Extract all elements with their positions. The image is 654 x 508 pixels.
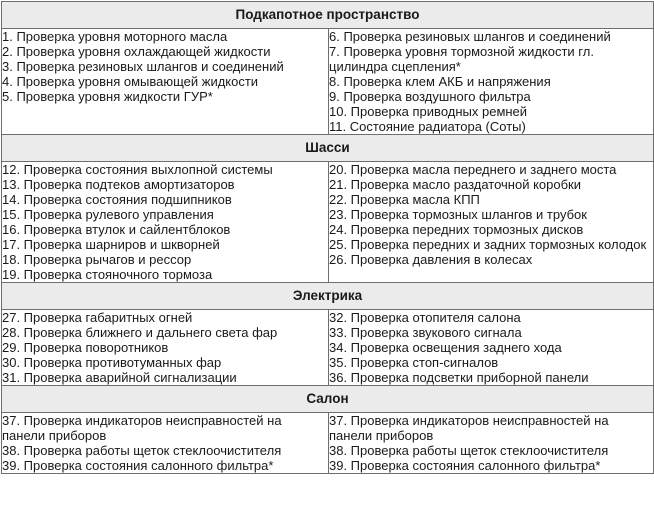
chassis-right-list [329,162,653,267]
checklist-item: 13. Проверка подтеков амортизаторов [2,177,235,192]
engine-bay-section-title: Подкапотное пространство [2,2,654,29]
checklist-item: 3. Проверка резиновых шлангов и соединений [2,59,284,74]
checklist-item: 7. Проверка уровня тормозной жидкости гл. цилиндра сцепления* [329,44,594,74]
checklist-item: 19. Проверка стояночного тормоза [2,267,213,282]
checklist-item: 26. Проверка давления в колесах [329,252,533,267]
interior-right-list [329,413,653,473]
chassis-section-title: Шасси [2,135,654,162]
interior-header-row [2,386,654,413]
checklist-item: 17. Проверка шарниров и шкворней [2,237,220,252]
engine-bay-header-row [2,2,654,29]
checklist-item: 23. Проверка тормозных шлангов и трубок [329,207,587,222]
interior-left-list [2,413,328,473]
electrics-left-column [2,310,329,386]
checklist-item: 31. Проверка аварийной сигнализации [2,370,237,385]
electrics-header-row [2,283,654,310]
checklist-item: 22. Проверка масла КПП [329,192,480,207]
electrics-section-title: Электрика [2,283,654,310]
checklist-item: 21. Проверка масло раздаточной коробки [329,177,582,192]
electrics-right-list [329,310,653,385]
electrics-items-row [2,310,654,386]
chassis-right-column [329,162,654,283]
electrics-left-list [2,310,328,385]
inspection-checklist-table [1,1,654,474]
checklist-item: 39. Проверка состояния салонного фильтра* [329,458,601,473]
checklist-item: 39. Проверка состояния салонного фильтра* [2,458,274,473]
checklist-item: 4. Проверка уровня омывающей жидкости [2,74,259,89]
checklist-item: 20. Проверка масла переднего и заднего моста [329,162,617,177]
checklist-item: 14. Проверка состояния подшипников [2,192,232,207]
checklist-item: 34. Проверка освещения заднего хода [329,340,562,355]
checklist-item: 33. Проверка звукового сигнала [329,325,522,340]
interior-left-column [2,413,329,474]
checklist-item: 32. Проверка отопителя салона [329,310,521,325]
checklist-item: 38. Проверка работы щеток стеклоочистителя [2,443,282,458]
checklist-item: 16. Проверка втулок и сайлентблоков [2,222,231,237]
engine-bay-right-list [329,29,653,134]
checklist-item: 35. Проверка стоп-сигналов [329,355,499,370]
checklist-item: 28. Проверка ближнего и дальнего света фар [2,325,278,340]
checklist-item: 25. Проверка передних и задних тормозных колодок [329,237,647,252]
interior-items-row [2,413,654,474]
electrics-right-column [329,310,654,386]
checklist-item: 8. Проверка клем АКБ и напряжения [329,74,551,89]
checklist-item: 5. Проверка уровня жидкости ГУР* [2,89,213,104]
checklist-item: 12. Проверка состояния выхлопной системы [2,162,273,177]
checklist-item: 2. Проверка уровня охлаждающей жидкости [2,44,271,59]
checklist-item: 24. Проверка передних тормозных дисков [329,222,584,237]
engine-bay-right-column [329,29,654,135]
interior-section-title: Салон [2,386,654,413]
checklist-item: 27. Проверка габаритных огней [2,310,193,325]
checklist-item: 9. Проверка воздушного фильтра [329,89,531,104]
engine-bay-items-row [2,29,654,135]
checklist-item: 1. Проверка уровня моторного масла [2,29,228,44]
checklist-item: 18. Проверка рычагов и рессор [2,252,192,267]
interior-right-column [329,413,654,474]
chassis-left-list [2,162,328,282]
checklist-item: 6. Проверка резиновых шлангов и соединений [329,29,611,44]
checklist-item: 36. Проверка подсветки приборной панели [329,370,589,385]
checklist-item: 29. Проверка поворотников [2,340,169,355]
checklist-item: 15. Проверка рулевого управления [2,207,214,222]
chassis-header-row [2,135,654,162]
checklist-item: 30. Проверка противотуманных фар [2,355,222,370]
checklist-item: 37. Проверка индикаторов неисправностей на панели приборов [2,413,282,443]
chassis-left-column [2,162,329,283]
checklist-item: 38. Проверка работы щеток стеклоочистителя [329,443,609,458]
checklist-body [2,2,654,474]
engine-bay-left-list [2,29,328,104]
checklist-item: 10. Проверка приводных ремней [329,104,528,119]
engine-bay-left-column [2,29,329,135]
checklist-item: 11. Состояние радиатора (Соты) [329,119,526,134]
chassis-items-row [2,162,654,283]
checklist-item: 37. Проверка индикаторов неисправностей на панели приборов [329,413,609,443]
